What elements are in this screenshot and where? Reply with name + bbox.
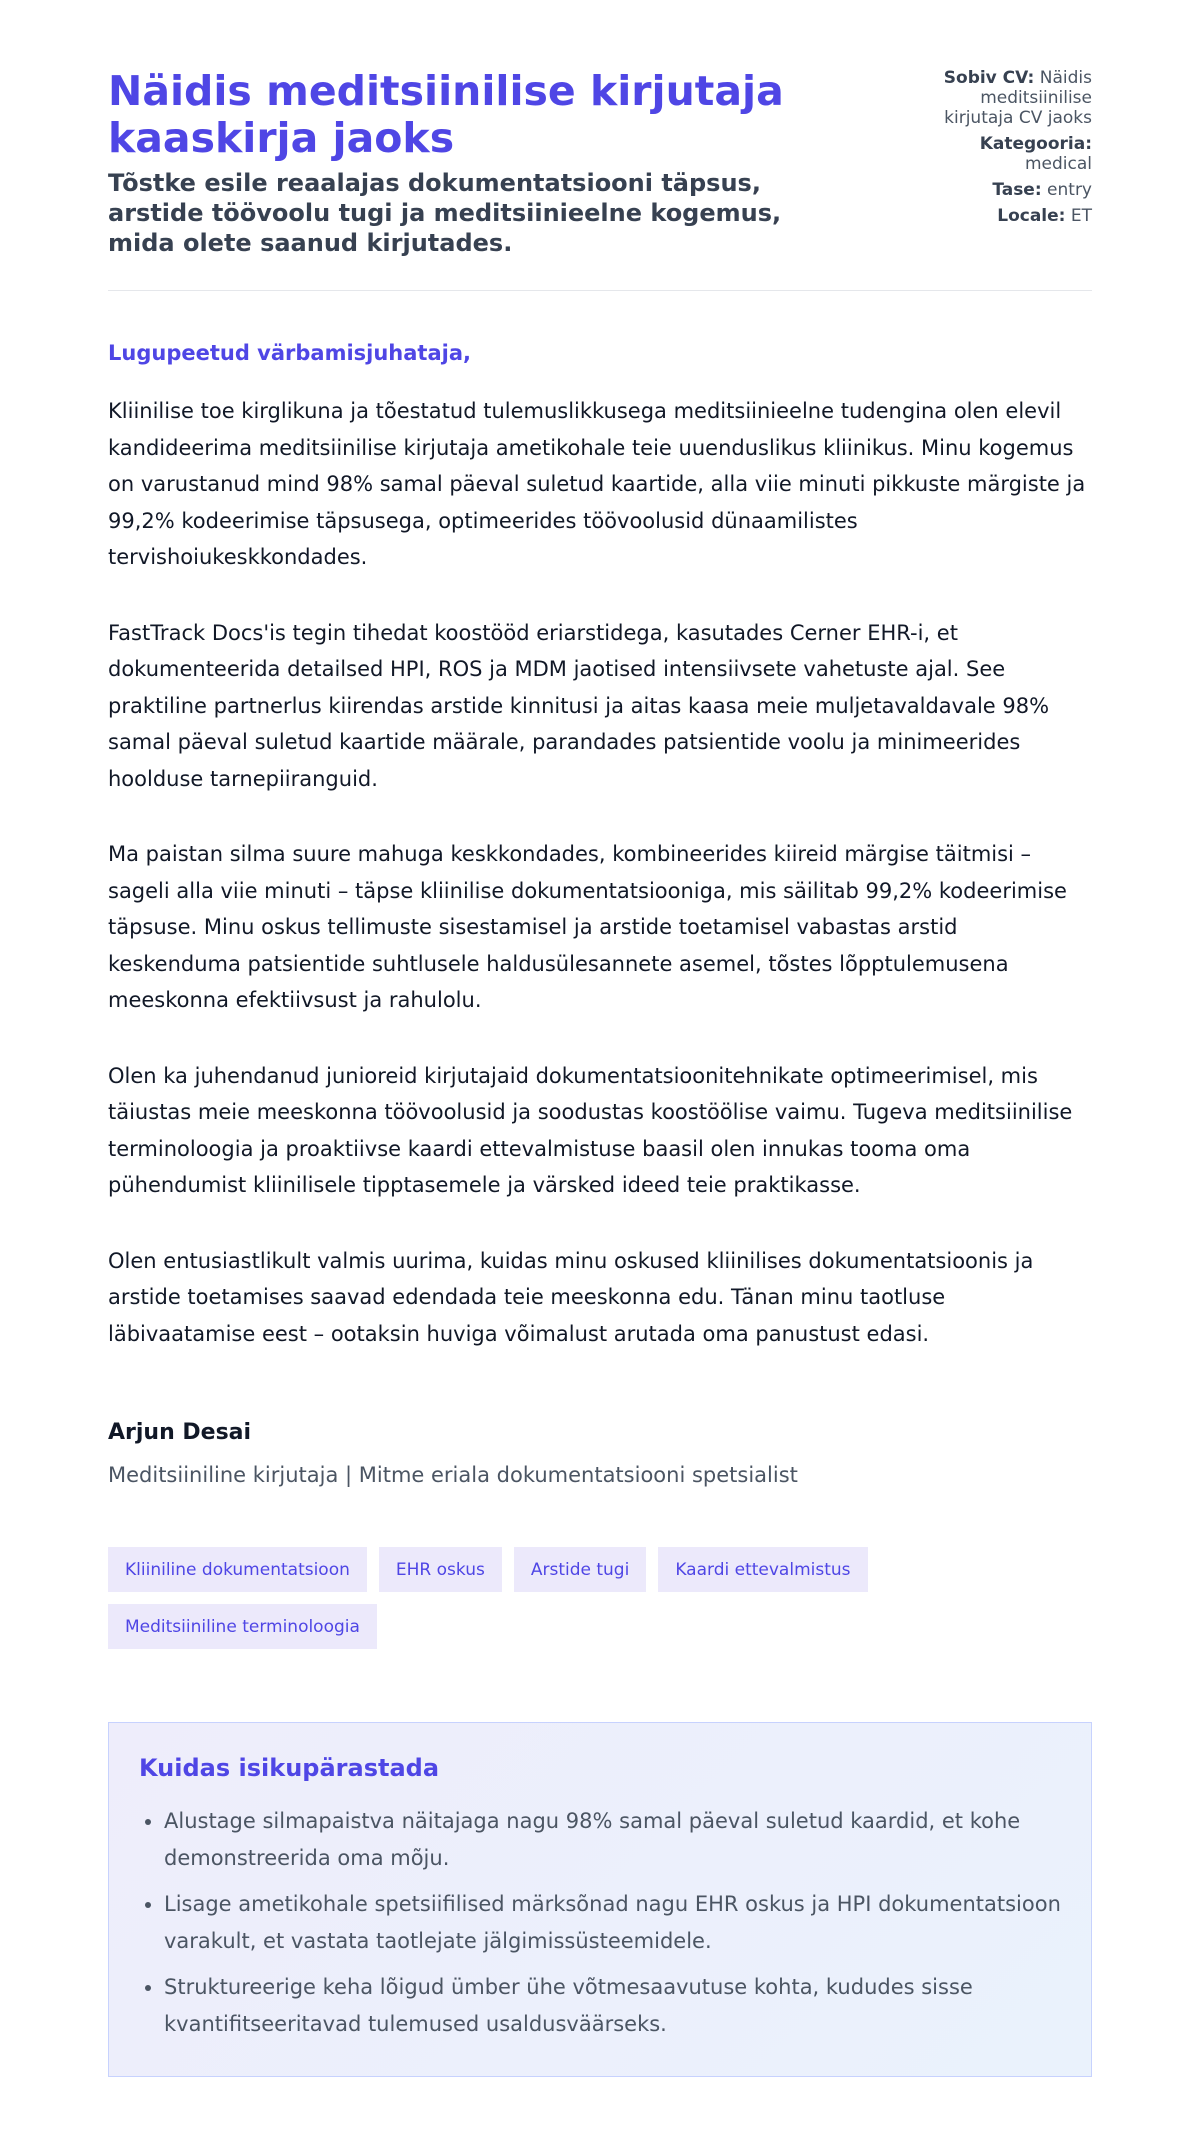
meta-cv	[912, 68, 1092, 128]
meta-locale	[912, 206, 1092, 226]
meta-panel	[912, 68, 1092, 232]
skill-tag: Kliiniline dokumentatsioon	[108, 1547, 367, 1592]
header	[108, 68, 1092, 258]
skill-tag: Arstide tugi	[514, 1547, 646, 1592]
tip-item: • Lisage ametikohale spetsiifilised märksõnad nagu EHR oskus ja HPI dokumentatsioon varakult, et vastata taotlejate jälgimissüsteemidele.	[164, 1886, 1061, 1959]
page-title: Näidis meditsiinilise kirjutaja kaaskirja jaoks	[108, 67, 784, 162]
header-title-block	[108, 68, 838, 258]
letter-paragraph: Olen entusiastlikult valmis uurima, kuidas minu oskused kliinilises dokumentatsioonis ja arstide toetamises saavad edendada teie meeskonna edu. Tänan minu taotluse läbivaatamise eest – ootaksin huviga võimalust arutada oma panustust edasi.	[108, 1248, 1034, 1346]
personalization-tips	[108, 1722, 1092, 2077]
letter-paragraph: Ma paistan silma suure mahuga keskkondades, kombineerides kiireid märgise täitmisi – sageli alla viie minuti – täpse kliinilise dokumentatsiooniga, mis säilitab 99,2% kodeerimise täpsuse. Minu oskus tellimuste sisestamisel ja arstide toetamisel vabastas arstid keskenduma patsientide suhtlusele haldusülesannete asemel, tõstes lõpptulemusena meeskonna efektiivsust ja rahulolu.	[108, 842, 1067, 1012]
meta-category	[912, 134, 1092, 174]
meta-locale-value: ET	[1070, 206, 1092, 226]
tip-item: • Alustage silmapaistva näitajaga nagu 98% samal päeval suletud kaardid, et kohe demonstreerida oma mõju.	[164, 1803, 1061, 1876]
meta-level-value: entry	[1047, 180, 1092, 200]
tips-title: Kuidas isikupärastada	[139, 1754, 440, 1782]
meta-cv-value: Näidis meditsiinilise kirjutaja CV jaoks	[944, 68, 1092, 128]
meta-level-label: Tase:	[992, 180, 1042, 200]
meta-category-label: Kategooria:	[979, 134, 1092, 154]
skill-tag: Meditsiiniline terminoloogia	[108, 1604, 377, 1649]
tips-list	[139, 1803, 1061, 2042]
skill-tag: Kaardi ettevalmistus	[658, 1547, 867, 1592]
header-divider	[108, 290, 1092, 291]
letter-paragraph: Kliinilise toe kirglikuna ja tõestatud tulemuslikkusega meditsiinieelne tudengina olen elevil kandideerima meditsiinilise kirjutaja ametikohale teie uuenduslikus kliinikus. Minu kogemus on varustanud mind 98% samal päeval suletud kaartide, alla viie minuti pikkuste märgiste ja 99,2% kodeerimise täpsusega, optimeerides töövoolusid dünaamilistes tervishoiukeskkondades.	[108, 399, 1086, 569]
letter-paragraph: FastTrack Docs'is tegin tihedat koostööd eriarstidega, kasutades Cerner EHR-i, et dokumenteerida detailsed HPI, ROS ja MDM jaotised intensiivsete vahetuste ajal. See praktiline partnerlus kiirendas arstide kinnitusi ja aitas kaasa meie muljetavaldavale 98% samal päeval suletud kaartide määrale, parandades patsientide voolu ja minimeerides hoolduse tarnepiiranguid.	[108, 620, 1050, 791]
meta-cv-label: Sobiv CV:	[943, 68, 1035, 88]
meta-locale-label: Locale:	[997, 206, 1066, 226]
skill-tag: EHR oskus	[379, 1547, 502, 1592]
meta-level	[912, 180, 1092, 200]
meta-category-value: medical	[1024, 154, 1092, 174]
tip-item: • Struktureerige keha lõigud ümber ühe võtmesaavutuse kohta, kududes sisse kvantifitseeritavad tulemused usaldusväärseks.	[164, 1969, 1061, 2042]
letter-paragraph: Olen ka juhendanud junioreid kirjutajaid dokumentatsioonitehnikate optimeerimisel, mis täiustas meie meeskonna töövoolusid ja soodustas koostöölise vaimu. Tugeva meditsiinilise terminoloogia ja proaktiivse kaardi ettevalmistuse baasil olen innukas tooma oma pühendumist kliinilisele tipptasemele ja värsked ideed teie praktikasse.	[108, 1063, 1073, 1197]
signature-name: Arjun Desai	[108, 1420, 252, 1445]
page-subtitle: Tõstke esile reaalajas dokumentatsiooni täpsus, arstide töövoolu tugi ja meditsiinieelne kogemus, mida olete saanud kirjutades.	[108, 169, 782, 257]
letter-greeting: Lugupeetud värbamisjuhataja,	[108, 341, 471, 365]
skill-tags	[108, 1547, 1092, 1649]
signature-role: Meditsiiniline kirjutaja | Mitme eriala dokumentatsiooni spetsialist	[108, 1463, 798, 1487]
